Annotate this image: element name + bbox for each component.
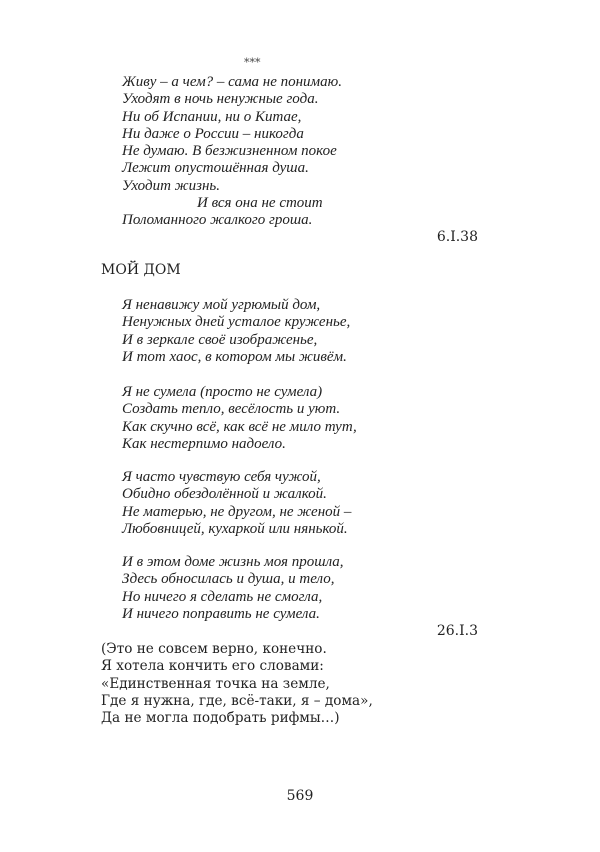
verse-line: Уходит жизнь. [122, 177, 220, 194]
verse-line: Лежит опустошённая душа. [122, 160, 309, 177]
poem-title: МОЙ ДОМ [101, 262, 181, 278]
verse-line: И в зеркале своё изображенье, [122, 331, 318, 348]
stanza [122, 297, 350, 366]
page-number: 569 [286, 788, 314, 804]
verse-line: Не матерью, не другом, не женой – [122, 503, 352, 520]
stanza [122, 384, 357, 453]
verse-line: Ненужных дней усталое круженье, [122, 314, 351, 331]
verse-line: Живу – а чем? – сама не понимаю. [122, 74, 342, 90]
author-note [101, 641, 373, 727]
verse-line: Я ненавижу мой угрюмый дом, [122, 297, 321, 313]
note-line: Да не могла подобрать рифмы…) [101, 710, 340, 727]
poem-untitled [122, 74, 342, 230]
verse-line: Ни об Испании, ни о Китае, [122, 108, 302, 125]
note-line: Я хотела кончить его словами: [101, 658, 324, 675]
verse-line: Обидно обездолённой и жалкой. [122, 486, 327, 503]
verse-line: И вся она не стоит [197, 195, 323, 212]
verse-line: Как нестерпимо надоело. [122, 435, 286, 452]
verse-line: Но ничего я сделать не смогла, [122, 588, 323, 605]
verse-line: Создать тепло, весёлость и уют. [122, 401, 341, 418]
stanza [122, 554, 344, 623]
verse-line: Любовницей, кухаркой или нянькой. [122, 520, 348, 537]
poem-date: 26.I.3 [436, 623, 478, 639]
note-line: Где я нужна, где, всё-таки, я – дома», [101, 692, 373, 709]
verse-line: Не думаю. В безжизненном покое [122, 143, 337, 160]
verse-line: Поломанного жалкого гроша. [122, 212, 313, 229]
verse-line: И тот хаос, в котором мы живём. [122, 348, 347, 365]
note-line: «Единственная точка на земле, [101, 675, 330, 692]
stanza [122, 469, 351, 538]
verse-line: Я часто чувствую себя чужой, [122, 469, 321, 485]
verse-line: Я не сумела (просто не сумела) [122, 384, 323, 400]
verse-line: И в этом доме жизнь моя прошла, [122, 554, 344, 570]
section-separator: *** [244, 56, 261, 69]
verse-line: Уходят в ночь ненужные года. [122, 91, 319, 108]
verse-line: Ни даже о России – никогда [122, 125, 304, 142]
verse-line: Как скучно всё, как всё не мило тут, [122, 418, 357, 435]
verse-line: Здесь обносилась и душа, и тело, [122, 571, 335, 588]
note-line: (Это не совсем верно, конечно. [101, 641, 327, 657]
poem-date: 6.I.38 [436, 229, 478, 245]
verse-line: И ничего поправить не сумела. [122, 605, 320, 622]
